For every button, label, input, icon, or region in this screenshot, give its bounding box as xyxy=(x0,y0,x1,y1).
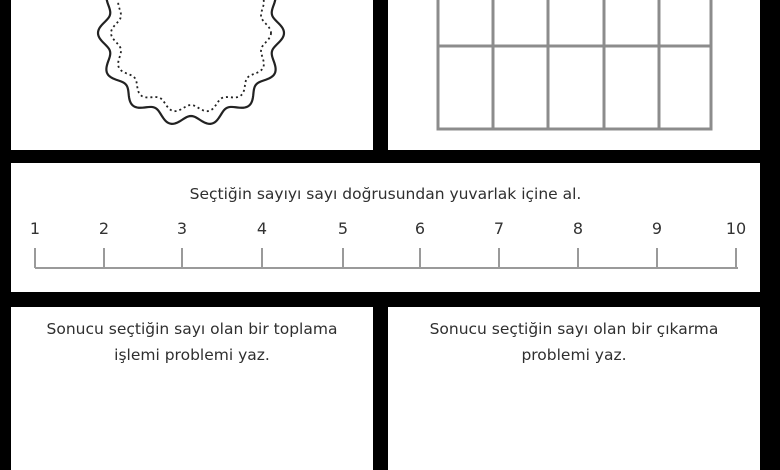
number-line-panel xyxy=(11,163,760,292)
tick-label-6[interactable]: 6 xyxy=(414,219,426,238)
tick-label-3[interactable]: 3 xyxy=(176,219,188,238)
tick-label-8[interactable]: 8 xyxy=(572,219,584,238)
badge-panel xyxy=(11,0,373,150)
scalloped-badge-icon xyxy=(11,0,373,150)
tick-label-9[interactable]: 9 xyxy=(651,219,663,238)
number-line xyxy=(11,163,760,292)
number-line-instruction: Seçtiğin sayıyı sayı doğrusundan yuvarlak içine al. xyxy=(189,185,582,203)
addition-instruction: Sonucu seçtiğin sayı olan bir toplama işlemi problemi yaz. xyxy=(46,320,338,364)
subtraction-problem-box[interactable] xyxy=(388,307,760,470)
ten-frame-grid xyxy=(388,0,760,150)
subtraction-instruction: Sonucu seçtiğin sayı olan bir çıkarma problemi yaz. xyxy=(429,320,719,364)
tick-label-4[interactable]: 4 xyxy=(256,219,268,238)
tick-label-5[interactable]: 5 xyxy=(337,219,349,238)
tick-label-7[interactable]: 7 xyxy=(493,219,505,238)
tick-label-2[interactable]: 2 xyxy=(98,219,110,238)
tick-label-1[interactable]: 1 xyxy=(29,219,41,238)
tick-label-10[interactable]: 10 xyxy=(725,219,747,238)
addition-problem-box[interactable] xyxy=(11,307,373,470)
grid-panel xyxy=(388,0,760,150)
